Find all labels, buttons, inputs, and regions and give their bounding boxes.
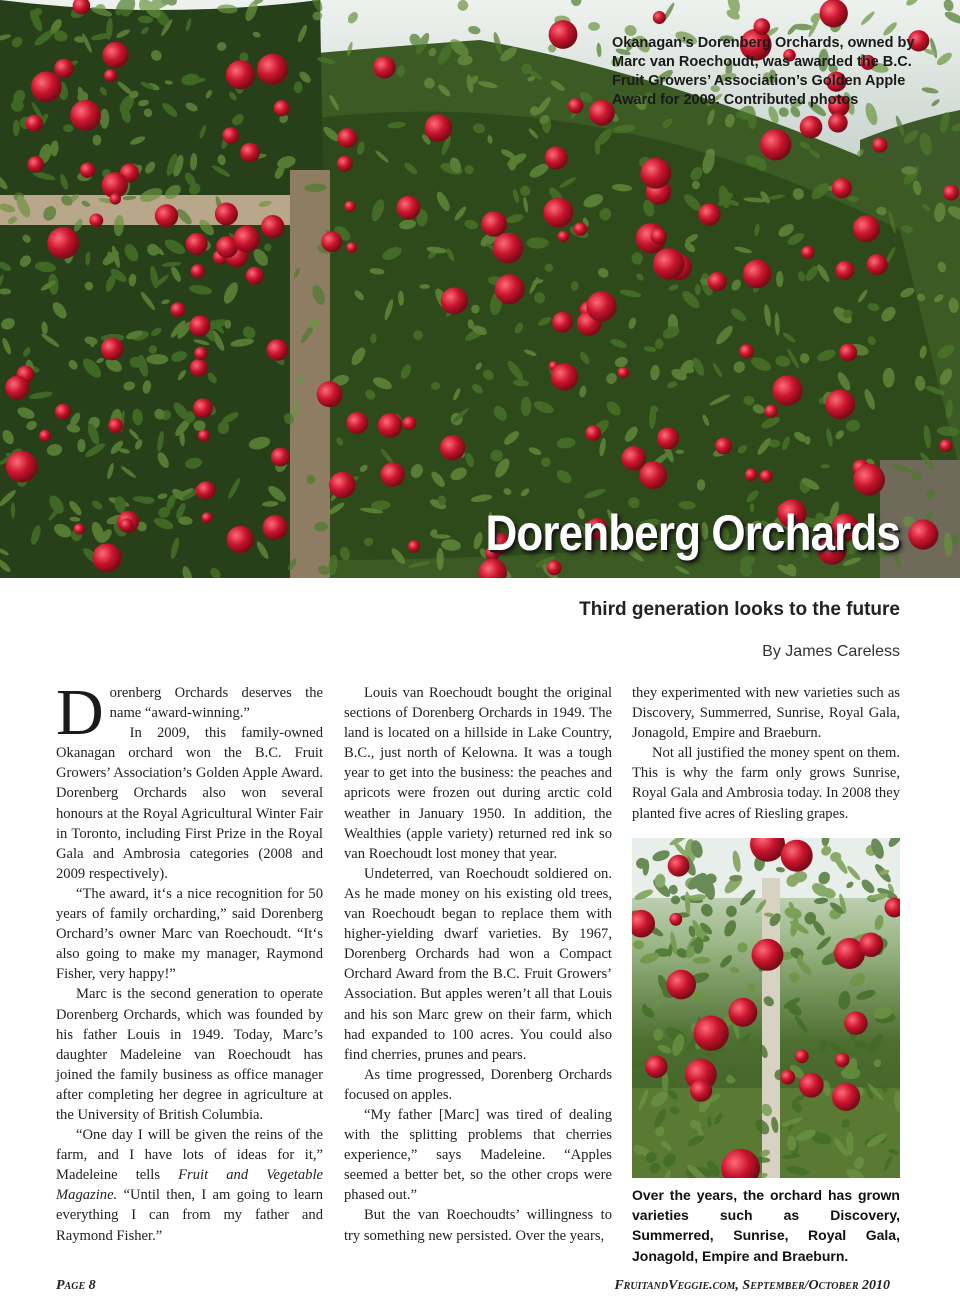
apple-shape — [632, 910, 655, 938]
apple-shape — [440, 435, 465, 460]
apple-shape — [668, 855, 690, 877]
apple-shape — [745, 468, 758, 481]
apple-shape — [233, 226, 260, 253]
leaf-shape — [815, 935, 832, 952]
apple-shape — [835, 1053, 850, 1068]
apple-shape — [558, 231, 569, 242]
apple-shape — [552, 312, 573, 333]
leaf-shape — [729, 966, 740, 974]
leaf-shape — [722, 918, 738, 938]
article-column-1 — [56, 676, 323, 1246]
leaf-shape — [436, 548, 443, 570]
leaf-shape — [873, 914, 884, 931]
apple-shape — [55, 404, 71, 420]
apple-shape — [728, 998, 757, 1027]
article-paragraph: they experimented with new varieties such as Discovery, Summerred, Sunrise, Royal Gala, Jonagold, Empire and Braeburn. — [632, 685, 900, 742]
leaf-shape — [746, 982, 757, 993]
article-paragraph: Not all justified the money spent on them. This is why the farm only grows Sunrise, Royal Gala and Ambrosia today. In 2008 they planted five acres of Riesling grapes. — [632, 745, 900, 822]
apple-tree-illustration — [632, 838, 900, 1178]
apple-shape — [93, 543, 122, 572]
apple-shape — [799, 1073, 824, 1098]
article-title: Dorenberg Orchards — [485, 505, 900, 561]
paragraph-text: orenberg Orchards deserves the name “award-winning.” — [109, 685, 323, 722]
apple-shape — [402, 416, 416, 430]
apple-shape — [194, 347, 207, 360]
apple-shape — [189, 316, 210, 337]
apple-shape — [853, 215, 880, 242]
article-paragraph: Marc is the second generation to operate Dorenberg Orchards, which was founded by his father Louis in 1949. Today, Marc’s daughter Madeleine van Roechoudt has joined the family business as office manager after completing her degree in agriculture at the University of British Columbia. — [56, 986, 323, 1123]
apple-shape — [155, 204, 178, 227]
article-subtitle: Third generation looks to the future — [579, 599, 900, 620]
apple-shape — [329, 472, 356, 499]
leaf-shape — [725, 905, 738, 919]
article-paragraph — [56, 676, 323, 749]
article-paragraph — [56, 1125, 323, 1246]
apple-shape — [622, 446, 647, 471]
apple-shape — [170, 302, 185, 317]
apple-shape — [739, 344, 754, 359]
apple-shape — [39, 430, 51, 442]
byline: By James Careless — [762, 643, 900, 660]
paragraph-text: “One day I will be given the reins of the farm, and I have lots of ideas for it,” Madeleine tells — [56, 1127, 323, 1184]
apple-shape — [80, 163, 95, 178]
apple-shape — [908, 520, 938, 550]
apple-shape — [274, 100, 290, 116]
apple-shape — [190, 359, 208, 377]
page-number: Page 8 — [56, 1278, 96, 1293]
leaf-shape — [736, 941, 749, 954]
leaf-shape — [656, 1043, 672, 1055]
apple-shape — [547, 560, 562, 575]
apple-shape — [202, 512, 213, 523]
apple-shape — [215, 203, 238, 226]
hero-photo — [0, 0, 960, 578]
apple-shape — [885, 898, 901, 918]
leaf-shape — [793, 1014, 809, 1033]
leaf-shape — [699, 902, 715, 919]
apple-shape — [493, 233, 524, 264]
apple-shape — [781, 840, 813, 872]
apple-shape — [760, 129, 791, 160]
apple-shape — [645, 1055, 668, 1078]
apple-shape — [74, 524, 85, 535]
apple-shape — [657, 427, 679, 449]
apple-shape — [551, 363, 578, 390]
leaf-shape — [787, 970, 802, 984]
apple-shape — [337, 156, 353, 172]
apple-shape — [666, 970, 696, 1000]
apple-shape — [764, 405, 778, 419]
apple-shape — [859, 933, 883, 957]
article-column-3 — [632, 683, 900, 824]
apple-shape — [772, 375, 802, 405]
article-paragraph: “The award, it‘s a nice recognition for 50 years of family orcharding,” said Dorenberg Orchard’s owner Marc van Roechoudt. “It‘s also going to make my manager, Raymond Fisher, very happy!” — [56, 885, 323, 983]
apple-shape — [373, 56, 395, 78]
leaf-shape — [864, 1031, 885, 1055]
apple-shape — [222, 127, 239, 144]
apple-shape — [197, 481, 216, 500]
apple-tree-photo-caption: Over the years, the orchard has grown varieties such as Discovery, Summerred, Sunrise, Royal Gala, Jonagold, Empire and Braeburn. — [632, 1187, 900, 1264]
apple-shape — [425, 114, 453, 142]
apple-shape — [780, 1070, 795, 1085]
article-paragraph: But the van Roechoudts’ willingness to try something new persisted. Over the years, — [344, 1207, 612, 1244]
article-paragraph: As time progressed, Dorenberg Orchards focused on apples. — [344, 1066, 612, 1103]
leaf-shape — [818, 993, 841, 998]
leaf-shape — [838, 990, 852, 1010]
article-paragraph: “My father [Marc] was tired of dealing with the splitting problems that cherries experience,” says Madeleine. “Apples seemed a better bet, so the other crops were phased out.” — [344, 1106, 612, 1204]
apple-shape — [800, 116, 823, 139]
apple-shape — [317, 381, 343, 407]
article-paragraph: In 2009, this family-owned Okanagan orchard won the B.C. Fruit Growers’ Association’s Golden Apple Award. Dorenberg Orchards also won several honours at the Royal Agricultural Winter Fair in Toronto, including First Prize in the Royal Gala and Ambrosia categories (2008 and 2009 respectively). — [56, 725, 323, 882]
apple-shape — [104, 69, 117, 82]
apple-shape — [760, 470, 773, 483]
apple-shape — [246, 267, 264, 285]
apple-shape — [198, 430, 210, 442]
apple-shape — [795, 1049, 809, 1063]
apple-shape — [653, 11, 666, 24]
apple-shape — [844, 1012, 867, 1035]
apple-shape — [321, 231, 342, 252]
leaf-shape — [633, 940, 645, 950]
apple-shape — [801, 246, 814, 259]
apple-shape — [101, 338, 124, 361]
apple-tree-photo — [632, 838, 900, 1178]
leaf-shape — [854, 1040, 867, 1051]
apple-shape — [257, 54, 288, 85]
apple-shape — [70, 100, 101, 131]
apple-shape — [853, 464, 885, 496]
apple-shape — [743, 260, 772, 289]
apple-shape — [240, 143, 260, 163]
apple-shape — [6, 451, 38, 483]
apple-shape — [110, 193, 121, 204]
apple-shape — [832, 178, 852, 198]
leaf-shape — [817, 1039, 830, 1053]
apple-shape — [378, 413, 403, 438]
apple-shape — [836, 261, 855, 280]
leaf-shape — [693, 957, 711, 964]
apple-shape — [408, 540, 420, 552]
apple-shape — [26, 115, 43, 132]
apple-shape — [715, 438, 732, 455]
apple-shape — [226, 60, 255, 89]
apple-shape — [267, 339, 289, 361]
apple-shape — [441, 287, 468, 314]
apple-shape — [549, 20, 578, 49]
leaf-shape — [841, 1067, 861, 1079]
apple-shape — [380, 462, 404, 486]
apple-shape — [495, 274, 525, 304]
apple-shape — [271, 448, 290, 467]
drop-cap: D — [56, 676, 104, 749]
paragraph-text: “Until then, I am going to learn everything I can from my father and Raymond Fisher.” — [56, 1187, 323, 1244]
apple-shape — [227, 526, 254, 553]
apple-shape — [481, 211, 507, 237]
apple-shape — [867, 254, 888, 275]
apple-shape — [651, 228, 667, 244]
apple-shape — [28, 156, 45, 173]
leaf-shape — [848, 970, 868, 989]
leaf-shape — [704, 1052, 715, 1058]
apple-shape — [693, 1016, 728, 1051]
leaf-shape — [653, 1028, 664, 1041]
apple-shape — [586, 291, 616, 321]
apple-shape — [589, 100, 615, 126]
apple-shape — [346, 242, 357, 253]
leaf-shape — [740, 1032, 753, 1045]
apple-shape — [344, 201, 355, 212]
article-paragraph: Undeterred, van Roechoudt soldiered on. As he made money on his existing old trees, van Roechoudt began to replace them with higher-yielding dwarf varieties. By 1967, Dorenberg Orchards had won a Compact Orchard Award from the B.C. Fruit Growers’ Association. But apples weren’t all that Louis and his son Marc grew on their farm, which had expanded to 100 acres. You could also find cherries, prunes and pears. — [344, 865, 612, 1063]
apple-shape — [752, 939, 784, 971]
apple-shape — [825, 390, 855, 420]
apple-shape — [338, 128, 358, 148]
apple-shape — [690, 1080, 712, 1102]
apple-shape — [574, 222, 588, 236]
hero-photo-caption: Okanagan’s Dorenberg Orchards, owned by Marc van Roechoudt, was awarded the B.C. Fruit Growers’ Association’s Golden Apple Award for 2009. Contributed photos — [612, 35, 915, 108]
apple-shape — [828, 113, 848, 133]
apple-shape — [193, 398, 213, 418]
apple-shape — [191, 264, 205, 278]
leaf-shape — [651, 992, 665, 1013]
leaf-shape — [588, 22, 600, 31]
apple-shape — [754, 18, 771, 35]
leaf-shape — [100, 109, 109, 129]
apple-shape — [839, 344, 857, 362]
apple-shape — [89, 214, 103, 228]
apple-shape — [5, 376, 29, 400]
apple-shape — [103, 42, 129, 68]
article-column-2 — [344, 683, 612, 1246]
apple-shape — [263, 515, 288, 540]
publication-footer: FruitandVeggie.com, September/October 2010 — [614, 1278, 890, 1293]
apple-shape — [31, 72, 62, 103]
apple-shape — [708, 272, 727, 291]
apple-shape — [186, 233, 208, 255]
apple-shape — [108, 418, 123, 433]
leaf-shape — [146, 354, 168, 364]
apple-shape — [832, 1083, 860, 1111]
apple-shape — [940, 439, 953, 452]
apple-shape — [872, 137, 887, 152]
article-paragraph: Louis van Roechoudt bought the original sections of Dorenberg Orchards in 1949. The land is located on a hillside in Lake Country, B.C., just north of Kelowna. It was a tough year to get into the business: the peaches and apricots were frozen out during arctic cold weather in January 1950. In addition, the Wealthies (apple variety) returned red ink so van Roechoudt lost money that year. — [344, 685, 612, 862]
apple-shape — [568, 98, 583, 113]
apple-shape — [545, 146, 568, 169]
leaf-shape — [855, 988, 877, 1002]
apple-shape — [261, 215, 284, 238]
apple-shape — [397, 196, 421, 220]
apple-shape — [585, 425, 601, 441]
magazine-name: Fruit and Vegetable Magazine. — [56, 1167, 323, 1204]
apple-shape — [698, 203, 720, 225]
apple-shape — [653, 248, 685, 280]
apple-shape — [47, 227, 79, 259]
apple-shape — [943, 185, 959, 201]
leaf-shape — [77, 439, 85, 452]
apple-shape — [820, 0, 848, 28]
apple-shape — [640, 158, 671, 189]
apple-shape — [346, 412, 368, 434]
apple-shape — [120, 518, 133, 531]
apple-shape — [54, 59, 74, 79]
leaf-shape — [776, 271, 783, 287]
apple-shape — [618, 367, 629, 378]
apple-shape — [669, 913, 682, 926]
apple-shape — [543, 198, 573, 228]
